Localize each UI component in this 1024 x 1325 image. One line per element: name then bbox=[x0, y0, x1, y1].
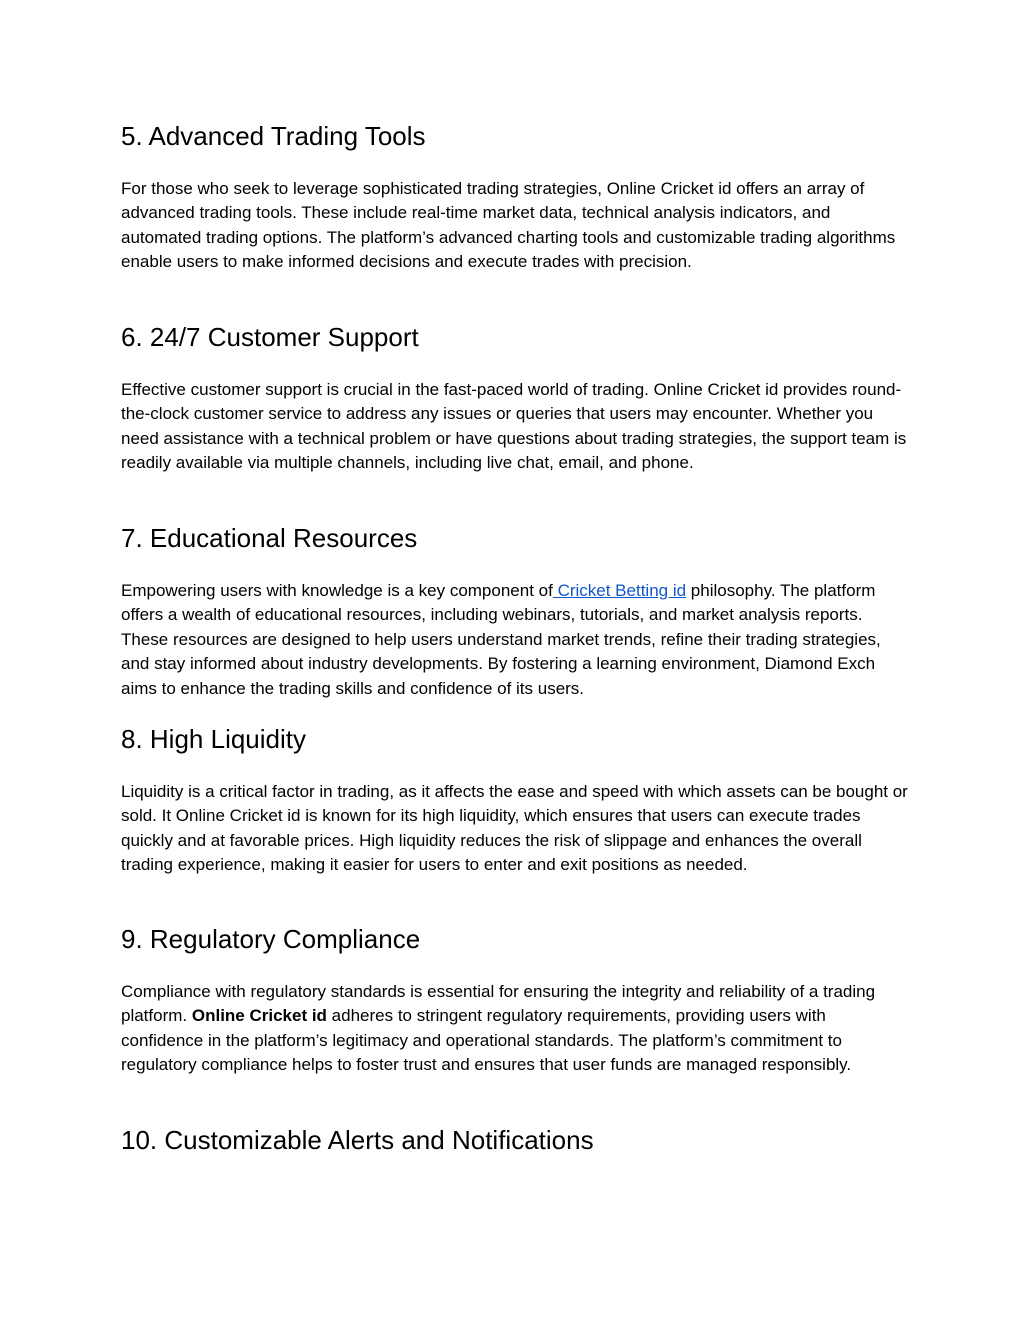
paragraph-text: philosophy. The platform offers a wealth of educational resources, including webinars, tutorials, and market analysis reports. These resources are designed to help users understand market trends, refine their trading strategies, and stay informed about industry developments. By fostering a learning environment, Diamond Exch aims to enhance the trading skills and confidence of its users. bbox=[121, 581, 881, 698]
section-heading: 5. Advanced Trading Tools bbox=[121, 121, 426, 151]
section-high-liquidity bbox=[121, 724, 911, 878]
paragraph-text: Compliance with regulatory standards is essential for ensuring the integrity and reliability of a trading platform. bbox=[121, 982, 876, 1026]
section-paragraph: Liquidity is a critical factor in trading, as it affects the ease and speed with which assets can be bought or sold. It Online Cricket id is known for its high liquidity, which ensures that users can execute trades quickly and at favorable prices. High liquidity reduces the risk of slippage and enhances the overall trading experience, making it easier for users to enter and exit positions as needed. bbox=[121, 782, 908, 875]
section-heading: 9. Regulatory Compliance bbox=[121, 924, 421, 954]
section-heading: 8. High Liquidity bbox=[121, 724, 306, 754]
section-customer-support bbox=[121, 322, 911, 476]
section-paragraph bbox=[121, 980, 911, 1078]
section-heading: 6. 24/7 Customer Support bbox=[121, 322, 419, 352]
cricket-betting-id-link[interactable]: Cricket Betting id bbox=[552, 581, 687, 600]
section-customizable-alerts bbox=[121, 1125, 911, 1155]
section-paragraph: Effective customer support is crucial in the fast-paced world of trading. Online Cricket id provides round-the-clock customer service to address any issues or queries that users may encounter. Whether you need assistance with a technical problem or have questions about trading strategies, the support team is readily available via multiple channels, including live chat, email, and phone. bbox=[121, 380, 907, 473]
section-educational-resources bbox=[121, 523, 911, 701]
section-heading: 7. Educational Resources bbox=[121, 523, 418, 553]
bold-term: Online Cricket id bbox=[191, 1006, 327, 1026]
paragraph-text: Empowering users with knowledge is a key component of bbox=[121, 581, 553, 600]
section-paragraph: For those who seek to leverage sophisticated trading strategies, Online Cricket id offers an array of advanced trading tools. These include real-time market data, technical analysis indicators, and automated trading options. The platform’s advanced charting tools and customizable trading algorithms enable users to make informed decisions and execute trades with precision. bbox=[121, 179, 896, 272]
section-heading: 10. Customizable Alerts and Notifications bbox=[121, 1125, 594, 1155]
section-advanced-trading-tools bbox=[121, 121, 911, 275]
section-regulatory-compliance bbox=[121, 924, 911, 1078]
paragraph-text: adheres to stringent regulatory requirements, providing users with confidence in the platform’s legitimacy and operational standards. The platform’s commitment to regulatory compliance helps to foster trust and ensures that user funds are managed responsibly. bbox=[121, 1006, 852, 1075]
section-paragraph bbox=[121, 579, 911, 701]
